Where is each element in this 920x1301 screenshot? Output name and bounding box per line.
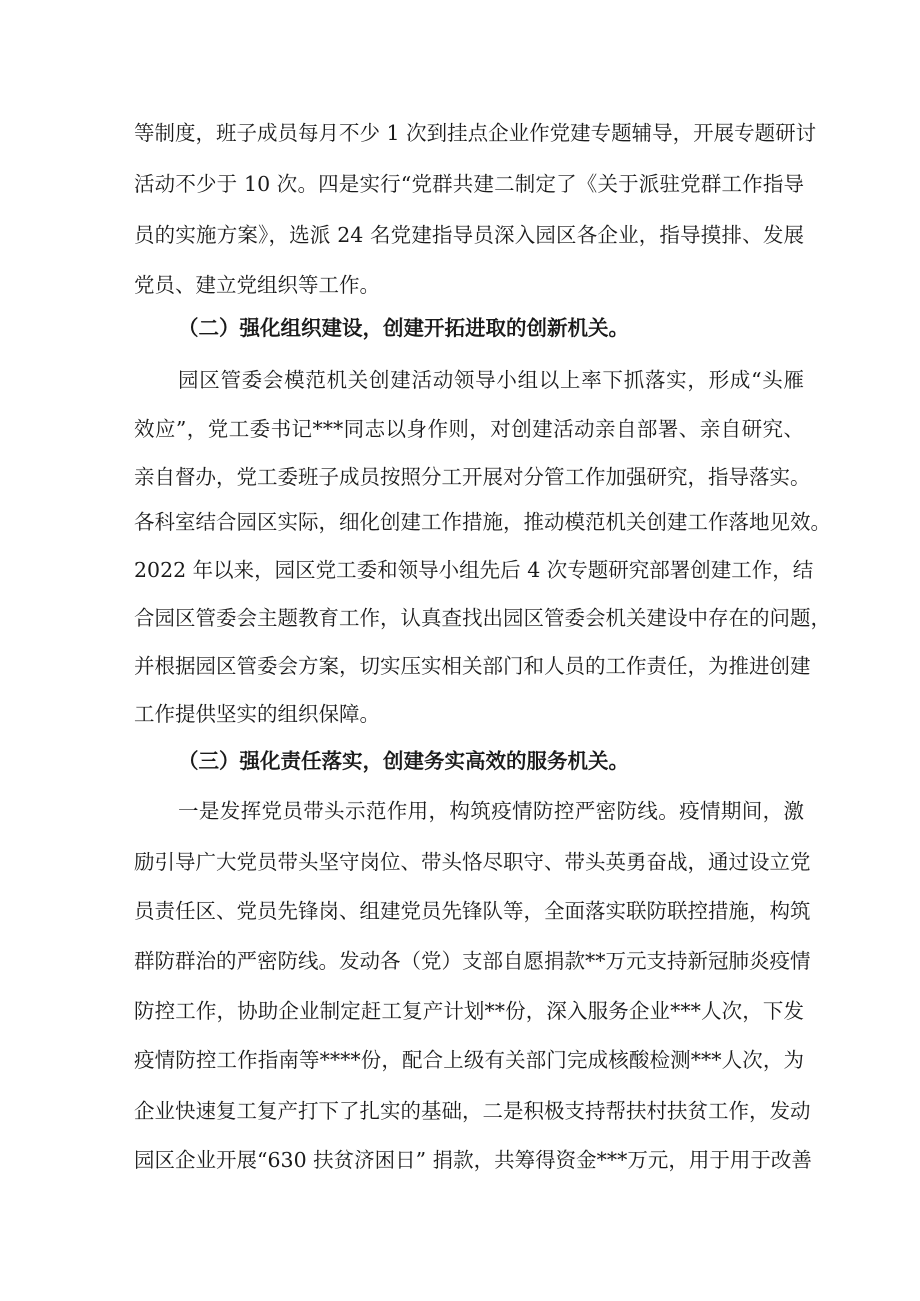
paragraph-1-line-3: 员的实施方案》，选派 24 名党建指导员深入园区各企业，指导摸排、发展 (134, 223, 804, 247)
paragraph-1-line-1: 等制度，班子成员每月不少 1 次到挂点企业作党建专题辅导，开展专题研讨 (134, 121, 817, 145)
section-heading-3: （三）强化责任落实，创建务实高效的服务机关。 (178, 749, 629, 773)
paragraph-2-line-5: 2022 年以来，园区党工委和领导小组先后 4 次专题研究部署创建工作，结 (134, 558, 814, 582)
paragraph-1-line-4: 党员、建立党组织等工作。 (134, 273, 380, 297)
paragraph-2-line-8: 工作提供坚实的组织保障。 (134, 702, 380, 726)
paragraph-2-line-2: 效应”，党工委书记***同志以身作则，对创建活动亲自部署、亲自研究、 (134, 417, 804, 441)
paragraph-1-line-2: 活动不少于 10 次。四是实行“党群共建二制定了《关于派驻党群工作指导 (134, 172, 804, 196)
paragraph-3-line-2: 励引导广大党员带头坚守岗位、带头恪尽职守、带头英勇奋战，通过设立党 (134, 850, 811, 874)
paragraph-2-line-1: 园区管委会模范机关创建活动领导小组以上率下抓落实，形成“头雁 (178, 368, 804, 392)
paragraph-3-line-1: 一是发挥党员带头示范作用，构筑疫情防控严密防线。疫情期间，激 (178, 799, 804, 823)
paragraph-2-line-6: 合园区管委会主题教育工作，认真查找出园区管委会机关建设中存在的问题， (134, 606, 831, 630)
paragraph-3-line-4: 群防群治的严密防线。发动各（党）支部自愿捐款**万元支持新冠肺炎疫情 (134, 949, 811, 973)
paragraph-2-line-7: 并根据园区管委会方案，切实压实相关部门和人员的工作责任，为推进创建 (134, 654, 811, 678)
paragraph-3-line-3: 员责任区、党员先锋岗、组建党员先锋队等，全面落实联防联控措施，构筑 (134, 899, 811, 923)
paragraph-3-line-5: 防控工作，协助企业制定赶工复产计划**份，深入服务企业***人次，下发 (134, 999, 804, 1023)
paragraph-3-line-8: 园区企业开展“630 扶贫济困日” 捐款，共筹得资金***万元，用于用于改善 (134, 1148, 812, 1172)
paragraph-3-line-7: 企业快速复工复产打下了扎实的基础，二是积极支持帮扶村扶贫工作，发动 (134, 1099, 811, 1123)
paragraph-2-line-4: 各科室结合园区实际，细化创建工作措施，推动模范机关创建工作落地见效。 (134, 510, 831, 534)
paragraph-2-line-3: 亲自督办，党工委班子成员按照分工开展对分管工作加强研究，指导落实。 (134, 465, 811, 489)
section-heading-2: （二）强化组织建设，创建开拓进取的创新机关。 (178, 316, 629, 340)
paragraph-3-line-6: 疫情防控工作指南等****份，配合上级有关部门完成核酸检测***人次，为 (134, 1048, 804, 1072)
